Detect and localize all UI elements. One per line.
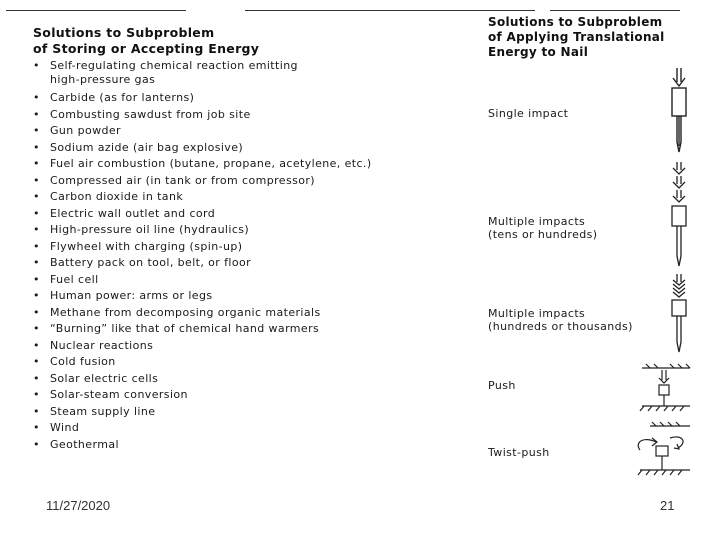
method-sublabel: (tens or hundreds) — [488, 228, 598, 241]
list-item — [33, 288, 372, 305]
list-bullet: • — [33, 190, 40, 203]
list-item-text: Carbon dioxide in tank — [50, 190, 184, 203]
list-item-text: Fuel air combustion (butane, propane, acetylene, etc.) — [50, 157, 372, 170]
top-rule-left — [6, 10, 186, 11]
list-bullet: • — [33, 338, 40, 352]
list-bullet: • — [33, 371, 40, 385]
list-item — [33, 140, 372, 157]
method-label: Multiple impacts — [488, 215, 586, 228]
list-item — [33, 437, 372, 454]
list-item — [33, 156, 372, 173]
list-item — [33, 338, 372, 355]
twist-push-illustration — [630, 420, 700, 480]
footer-date: 11/27/2020 — [46, 498, 111, 513]
list-item — [33, 123, 372, 140]
method-label: Single impact — [488, 107, 569, 120]
list-item-text: “Burning” like that of chemical hand warmers — [50, 322, 320, 335]
list-item-text: Flywheel with charging (spin-up) — [50, 239, 243, 253]
right-panel-heading — [488, 15, 665, 60]
list-bullet: • — [33, 206, 40, 220]
list-item-text: Nuclear reactions — [50, 338, 154, 352]
method-label: Multiple impacts — [488, 307, 586, 320]
list-item-text: Gun powder — [50, 124, 121, 137]
list-item — [33, 222, 372, 239]
list-item-text: Solar electric cells — [50, 371, 159, 385]
list-bullet: • — [33, 239, 40, 253]
method-label: Twist-push — [488, 446, 550, 459]
list-item — [33, 173, 372, 190]
list-item — [33, 305, 372, 322]
list-item — [33, 420, 372, 437]
method-push — [488, 379, 516, 392]
list-bullet: • — [33, 437, 40, 451]
list-item-text: Carbide (as for lanterns) — [50, 91, 195, 104]
list-item — [33, 404, 372, 421]
list-item — [33, 58, 372, 90]
list-item-text: Geothermal — [50, 437, 119, 451]
method-label: Push — [488, 379, 516, 392]
method-multiple-impacts-tens — [488, 215, 597, 241]
list-bullet: • — [33, 322, 40, 335]
list-item — [33, 189, 372, 206]
list-item-text: Sodium azide (air bag explosive) — [50, 140, 244, 154]
right-heading-line-1: Solutions to Subproblem — [488, 15, 663, 29]
list-bullet: • — [33, 223, 40, 236]
method-multiple-impacts-hundreds — [488, 307, 633, 333]
list-item — [33, 321, 372, 338]
list-item-text: Steam supply line — [50, 404, 156, 418]
list-bullet: • — [33, 404, 40, 418]
list-bullet: • — [33, 173, 40, 187]
list-item-text: Fuel cell — [50, 272, 99, 286]
list-item — [33, 272, 372, 289]
list-item — [33, 354, 372, 371]
list-item-text: Methane from decomposing organic materials — [50, 305, 321, 319]
list-bullet: • — [33, 124, 40, 137]
list-item-text: Electric wall outlet and cord — [50, 206, 216, 220]
list-bullet: • — [33, 91, 40, 104]
push-illustration — [640, 362, 700, 414]
left-panel-heading — [33, 25, 259, 57]
list-item — [33, 387, 372, 404]
multiple-impacts-hundreds-illustration — [660, 272, 700, 362]
list-bullet: • — [33, 355, 40, 368]
list-bullet: • — [33, 388, 40, 401]
list-item-text: Solar-steam conversion — [50, 388, 188, 401]
list-bullet: • — [33, 107, 40, 121]
right-heading-line-3: Energy to Nail — [488, 45, 589, 59]
list-item-text: Wind — [50, 421, 80, 434]
list-bullet: • — [33, 256, 40, 269]
list-item-text: Cold fusion — [50, 355, 116, 368]
list-item — [33, 239, 372, 256]
list-item — [33, 206, 372, 223]
list-item-continuation: high-pressure gas — [50, 72, 156, 86]
method-twist-push — [488, 446, 550, 459]
multiple-impacts-tens-illustration — [660, 160, 700, 270]
top-rule-right — [550, 10, 680, 11]
list-item-text: Combusting sawdust from job site — [50, 107, 251, 121]
page-number: 21 — [660, 498, 675, 513]
energy-storage-list — [33, 58, 372, 453]
list-item — [33, 371, 372, 388]
list-item-text: Compressed air (in tank or from compressor) — [50, 173, 315, 187]
top-rule-center — [245, 10, 535, 11]
method-single-impact — [488, 107, 568, 120]
list-item — [33, 90, 372, 107]
left-heading-line-2: of Storing or Accepting Energy — [33, 41, 260, 56]
list-bullet: • — [33, 305, 40, 319]
right-heading-line-2: of Applying Translational — [488, 30, 665, 44]
list-item-text: Human power: arms or legs — [50, 289, 213, 302]
list-item — [33, 107, 372, 124]
list-bullet: • — [33, 140, 40, 154]
list-bullet: • — [33, 289, 40, 302]
list-item — [33, 255, 372, 272]
list-bullet: • — [33, 59, 40, 72]
list-bullet: • — [33, 157, 40, 170]
list-item-text: Self-regulating chemical reaction emitting — [50, 59, 298, 72]
single-impact-illustration — [660, 66, 700, 156]
list-bullet: • — [33, 421, 40, 434]
method-sublabel: (hundreds or thousands) — [488, 320, 633, 333]
list-item-text: Battery pack on tool, belt, or floor — [50, 256, 252, 269]
list-item-text: High-pressure oil line (hydraulics) — [50, 223, 250, 236]
list-bullet: • — [33, 272, 40, 286]
left-heading-line-1: Solutions to Subproblem — [33, 25, 215, 40]
